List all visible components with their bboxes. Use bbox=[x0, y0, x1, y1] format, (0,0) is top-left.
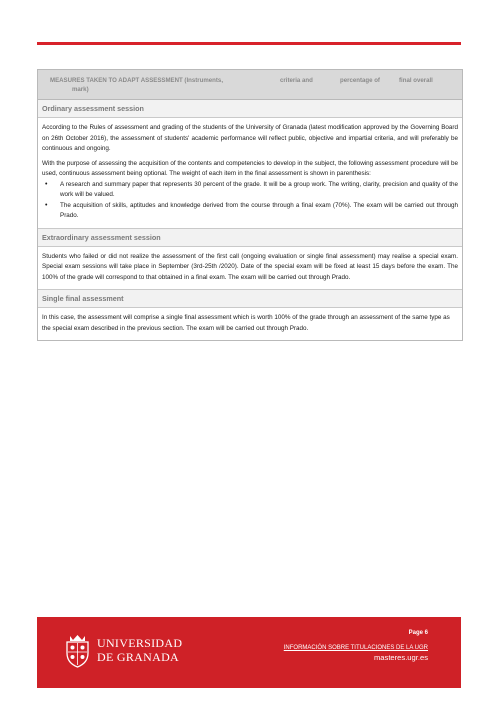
website-link[interactable]: masteres.ugr.es bbox=[373, 653, 428, 662]
university-name bbox=[97, 636, 182, 664]
section-title-ordinary: Ordinary assessment session bbox=[38, 100, 462, 118]
header-col1-line1: MEASURES TAKEN TO ADAPT ASSESSMENT (Instruments, bbox=[50, 77, 224, 84]
assessment-table bbox=[37, 69, 463, 341]
single-final-paragraph: In this case, the assessment will comprise a single final assessment which is worth 100% of the grade through an assessment of the same type as the special exam described in the previous section. The exam will be carried out through Prado. bbox=[42, 314, 450, 332]
page-number: Page 6 bbox=[408, 630, 428, 636]
ordinary-paragraph-2: With the purpose of assessing the acquisition of the contents and competencies to develop in the subject, the following assessment procedure will be used, continuous assessment being optional. The weight of each item in the final assessment is shown in parenthesis: bbox=[42, 159, 458, 177]
section-title-single-final: Single final assessment bbox=[38, 290, 462, 308]
list-item bbox=[42, 201, 458, 222]
university-crest-icon bbox=[64, 633, 91, 668]
section-title-extraordinary: Extraordinary assessment session bbox=[38, 229, 462, 247]
bullet-icon: • bbox=[45, 201, 48, 209]
degree-info-link[interactable]: INFORMACIÓN SOBRE TITULACIONES DE LA UGR bbox=[283, 645, 428, 651]
list-item bbox=[42, 180, 458, 201]
header-col3: percentage of bbox=[340, 77, 380, 84]
extraordinary-paragraph: Students who failed or did not realize the assessment of the first call (ongoing evaluation or single final assessment) may realise a special exam. Special exam sessions will take place in September (3rd-25th /2020). Date of the special exam will be fixed at least 15 days before the exam. The 100% of the grade will correspond to that obtained in a final exam. The exam will be carried out through Prado. bbox=[42, 252, 458, 281]
footer-banner bbox=[37, 617, 461, 688]
section-body-single-final bbox=[38, 308, 462, 340]
ordinary-bullet-list bbox=[42, 180, 458, 222]
bullet-text: The acquisition of skills, aptitudes and knowledge derived from the course through a final exam (70%). The exam will be carried out through Prado. bbox=[60, 201, 458, 219]
header-col2: criteria and bbox=[280, 77, 313, 84]
header-col1-line2: mark) bbox=[72, 86, 89, 93]
ordinary-paragraph-1: According to the Rules of assessment and grading of the students of the University of Granada (latest modification approved by the Governing Board on 26th October 2016), the assessment of students' academic performance will reflect public, objective and impartial criteria, and will preferably be continuous and ongoing. bbox=[42, 124, 458, 152]
university-name-line2: DE GRANADA bbox=[97, 650, 179, 664]
header-col4: final overall bbox=[399, 77, 433, 84]
section-body-ordinary bbox=[38, 118, 462, 229]
university-name-line1: UNIVERSIDAD bbox=[97, 636, 183, 650]
table-header bbox=[38, 70, 462, 100]
bullet-text: A research and summary paper that represents 30 percent of the grade. It will be a group work. The writing, clarity, precision and quality of the work will be valued. bbox=[60, 180, 458, 198]
top-red-rule bbox=[37, 42, 461, 45]
section-body-extraordinary bbox=[38, 247, 462, 291]
bullet-icon: • bbox=[45, 180, 48, 188]
